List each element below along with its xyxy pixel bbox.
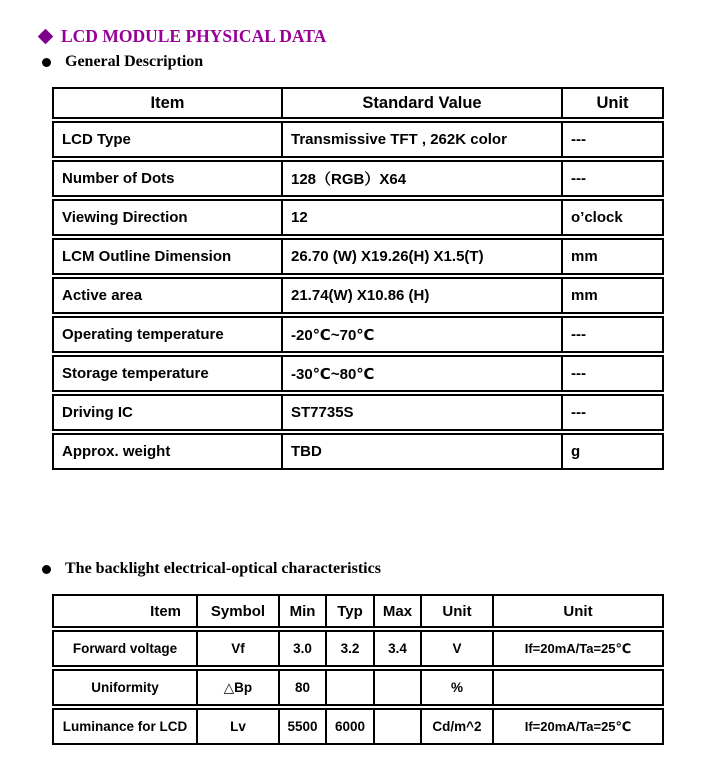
- cell-unit: o’clock: [563, 199, 664, 236]
- cell-unit: ---: [563, 355, 664, 392]
- cell-unit: ---: [563, 394, 664, 431]
- cell-max: [375, 669, 422, 706]
- table-row: [52, 394, 664, 431]
- general-description-table: [52, 85, 664, 472]
- backlight-characteristics-table: [52, 592, 664, 747]
- circle-bullet-icon: [42, 58, 51, 67]
- diamond-bullet-icon: [38, 29, 54, 45]
- cell-condition: If=20mA/Ta=25℃: [494, 630, 664, 667]
- column-header-item: Item: [52, 87, 283, 119]
- cell-value: Transmissive TFT , 262K color: [283, 121, 563, 158]
- cell-symbol: △Bp: [198, 669, 280, 706]
- cell-typ: 3.2: [327, 630, 375, 667]
- table-row: [52, 316, 664, 353]
- column-header-unit: Unit: [422, 594, 494, 628]
- cell-max: [375, 708, 422, 745]
- cell-item: Driving IC: [52, 394, 283, 431]
- cell-value: -30℃~80℃: [283, 355, 563, 392]
- page-title-row: [38, 26, 718, 47]
- cell-item: Luminance for LCD: [52, 708, 198, 745]
- table-row: [52, 121, 664, 158]
- cell-unit: g: [563, 433, 664, 470]
- table-header-row: [52, 87, 664, 119]
- column-header-standard-value: Standard Value: [283, 87, 563, 119]
- cell-item: Storage temperature: [52, 355, 283, 392]
- cell-value: ST7735S: [283, 394, 563, 431]
- cell-unit: V: [422, 630, 494, 667]
- cell-max: 3.4: [375, 630, 422, 667]
- column-header-symbol: Symbol: [198, 594, 280, 628]
- section2-heading-row: [38, 560, 718, 578]
- cell-item: LCM Outline Dimension: [52, 238, 283, 275]
- column-header-item: Item: [52, 594, 198, 628]
- cell-item: Active area: [52, 277, 283, 314]
- table-header-row: [52, 594, 664, 628]
- cell-symbol: Lv: [198, 708, 280, 745]
- table-row: [52, 199, 664, 236]
- table-row: [52, 160, 664, 197]
- table-row: [52, 630, 664, 667]
- cell-item: Uniformity: [52, 669, 198, 706]
- cell-value: 128（RGB）X64: [283, 160, 563, 197]
- cell-typ: 6000: [327, 708, 375, 745]
- cell-unit: ---: [563, 121, 664, 158]
- cell-min: 5500: [280, 708, 327, 745]
- section1-heading-row: [38, 53, 718, 71]
- table-row: [52, 669, 664, 706]
- cell-condition: If=20mA/Ta=25℃: [494, 708, 664, 745]
- table-row: [52, 355, 664, 392]
- table-row: [52, 238, 664, 275]
- cell-min: 80: [280, 669, 327, 706]
- cell-value: 12: [283, 199, 563, 236]
- cell-unit: %: [422, 669, 494, 706]
- cell-item: Operating temperature: [52, 316, 283, 353]
- cell-value: 21.74(W) X10.86 (H): [283, 277, 563, 314]
- cell-value: -20℃~70℃: [283, 316, 563, 353]
- cell-item: Approx. weight: [52, 433, 283, 470]
- cell-unit: ---: [563, 316, 664, 353]
- cell-value: 26.70 (W) X19.26(H) X1.5(T): [283, 238, 563, 275]
- cell-unit: mm: [563, 277, 664, 314]
- cell-item: Viewing Direction: [52, 199, 283, 236]
- column-header-max: Max: [375, 594, 422, 628]
- cell-typ: [327, 669, 375, 706]
- table-row: [52, 433, 664, 470]
- section1-heading: General Description: [65, 53, 204, 70]
- cell-item: Number of Dots: [52, 160, 283, 197]
- cell-unit: Cd/m^2: [422, 708, 494, 745]
- cell-item: Forward voltage: [52, 630, 198, 667]
- section2-heading: The backlight electrical-optical characteristics: [65, 560, 381, 577]
- column-header-unit: Unit: [563, 87, 664, 119]
- cell-item: LCD Type: [52, 121, 283, 158]
- column-header-min: Min: [280, 594, 327, 628]
- cell-min: 3.0: [280, 630, 327, 667]
- column-header-condition: Unit: [494, 594, 664, 628]
- cell-unit: ---: [563, 160, 664, 197]
- cell-unit: mm: [563, 238, 664, 275]
- column-header-typ: Typ: [327, 594, 375, 628]
- cell-condition: [494, 669, 664, 706]
- table-row: [52, 277, 664, 314]
- cell-symbol: Vf: [198, 630, 280, 667]
- page-title: LCD MODULE PHYSICAL DATA: [61, 26, 327, 46]
- circle-bullet-icon: [42, 565, 51, 574]
- table-row: [52, 708, 664, 745]
- cell-value: TBD: [283, 433, 563, 470]
